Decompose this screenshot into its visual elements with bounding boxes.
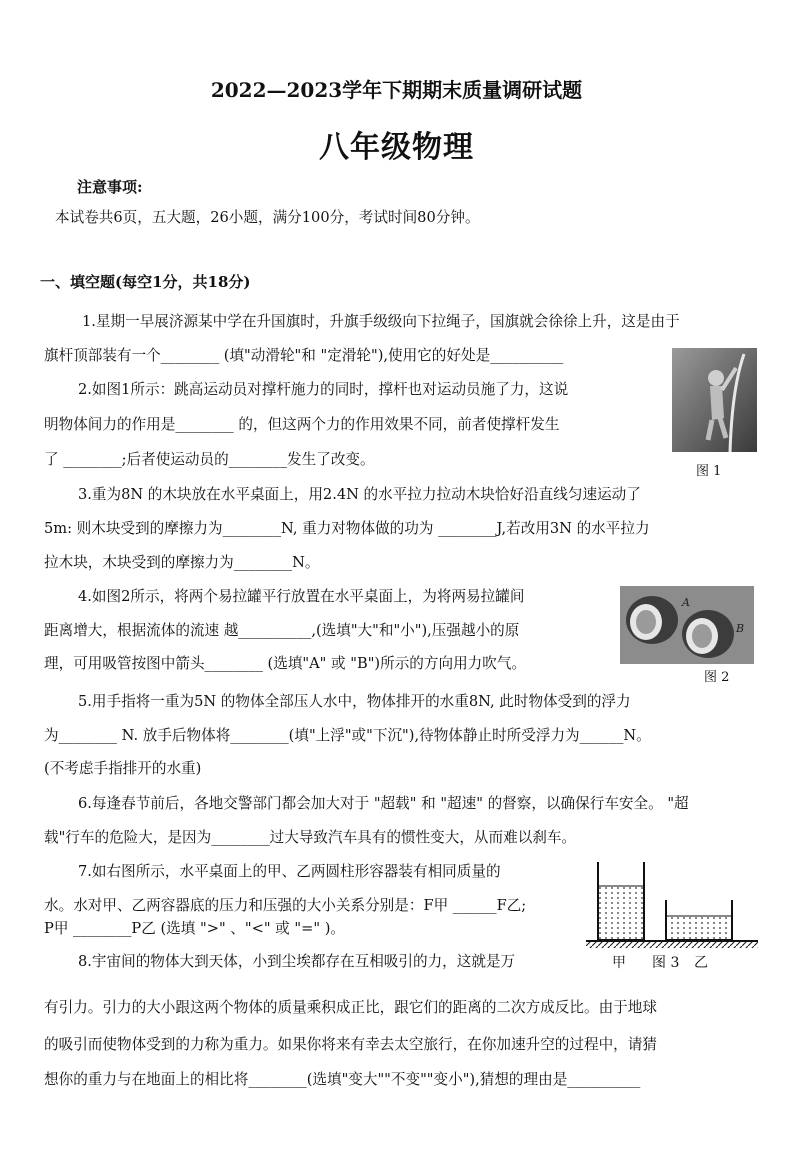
question-line: 旗杆顶部装有一个________ (填"动滑轮"和 "定滑轮"),使用它的好处是__________: [44, 347, 564, 364]
notice-label: 注意事项:: [77, 178, 143, 196]
question-line: 明物体间力的作用是________ 的，但这两个力的作用效果不同，前者使撑杆发生: [44, 416, 560, 433]
question-line: 1.星期一早展济源某中学在升国旗时，升旗手级级向下拉绳子，国旗就会徐徐上升，这是由于: [82, 313, 680, 330]
question-line: 距离增大，根据流体的流速 越__________,(选填"大"和"小"),压强越小的原: [44, 622, 520, 639]
question-line: 载"行车的危险大，是因为________过大导致汽车具有的惯性变大，从而难以刹车。: [44, 829, 577, 846]
question-line: 为________ N. 放手后物体将________(填"上浮"或"下沉"),待物体静止时所受浮力为______N。: [44, 727, 651, 744]
question-line: 想你的重力与在地面上的相比将________(选填"变大""不变""变小"),猜想的理由是__________: [44, 1071, 641, 1088]
question-line: 5.用手指将一重为5N 的物体全部压人水中，物体排开的水重8N, 此时物体受到的浮力: [78, 693, 631, 710]
subject-title: 八年级物理: [319, 130, 474, 165]
section-heading: 一、填空题(每空1分，共18分): [40, 273, 251, 291]
question-line: 水。水对甲、乙两容器底的压力和压强的大小关系分别是：F甲 ______F乙;: [44, 897, 527, 914]
question-line: 5m: 则木块受到的摩擦力为________N, 重力对物体做的功为 ________J,若改用3N 的水平拉力: [44, 520, 650, 537]
question-line: 2.如图1所示：跳高运动员对撑杆施力的同时，撑杆也对运动员施了力，这说: [78, 381, 569, 398]
figure-2-label-a: A: [682, 596, 690, 609]
question-line: P甲 ________P乙 (选填 ">" 、"<" 或 "=" )。: [44, 920, 345, 937]
question-line: 4.如图2所示，将两个易拉罐平行放置在水平桌面上，为将两易拉罐间: [78, 588, 525, 605]
question-line: 理，可用吸管按图中箭头________ (选填"A" 或 "B")所示的方向用力吹气。: [44, 655, 527, 672]
figure-1-pole-vault-photo: [672, 348, 757, 452]
question-line: 6.每逢春节前后，各地交警部门都会加大对于 "超载" 和 "超速" 的督察，以确保行车安全。 "超: [78, 795, 689, 812]
question-line: (不考虑手指排开的水重): [44, 760, 202, 777]
figure-3-caption: 图 3: [652, 955, 680, 971]
question-line: 的吸引而使物体受到的力称为重力。如果你将来有幸去太空旅行，在你加速升空的过程中，请猜: [44, 1036, 657, 1053]
question-line: 3.重为8N 的木块放在水平桌面上，用2.4N 的水平拉力拉动木块恰好沿直线匀速运动了: [78, 486, 641, 503]
question-line: 了 ________;后者使运动员的________发生了改变。: [44, 451, 375, 468]
question-line: 拉木块，木块受到的摩擦力为________N。: [44, 554, 320, 571]
figure-2-cans-photo: [620, 586, 754, 664]
question-line: 7.如右图所示，水平桌面上的甲、乙两圆柱形容器装有相同质量的: [78, 863, 501, 880]
figure-2-caption: 图 2: [704, 670, 730, 685]
figure-3-containers: [586, 856, 758, 950]
exam-title: 2022—2023学年下期期末质量调研试题: [210, 78, 583, 102]
figure-3-label-yi: 乙: [694, 955, 708, 971]
question-line: 8.宇宙间的物体大到天体，小到尘埃都存在互相吸引的力，这就是万: [78, 953, 516, 970]
figure-1-caption: 图 1: [696, 464, 722, 479]
figure-2-label-b: B: [736, 622, 745, 635]
figure-3-label-jia: 甲: [612, 955, 626, 971]
question-line: 有引力。引力的大小跟这两个物体的质量乘积成正比，跟它们的距离的二次方成反比。由于地球: [44, 999, 657, 1016]
notice-text: 本试卷共6页，五大题，26小题，满分100分，考试时间80分钟。: [55, 209, 480, 226]
